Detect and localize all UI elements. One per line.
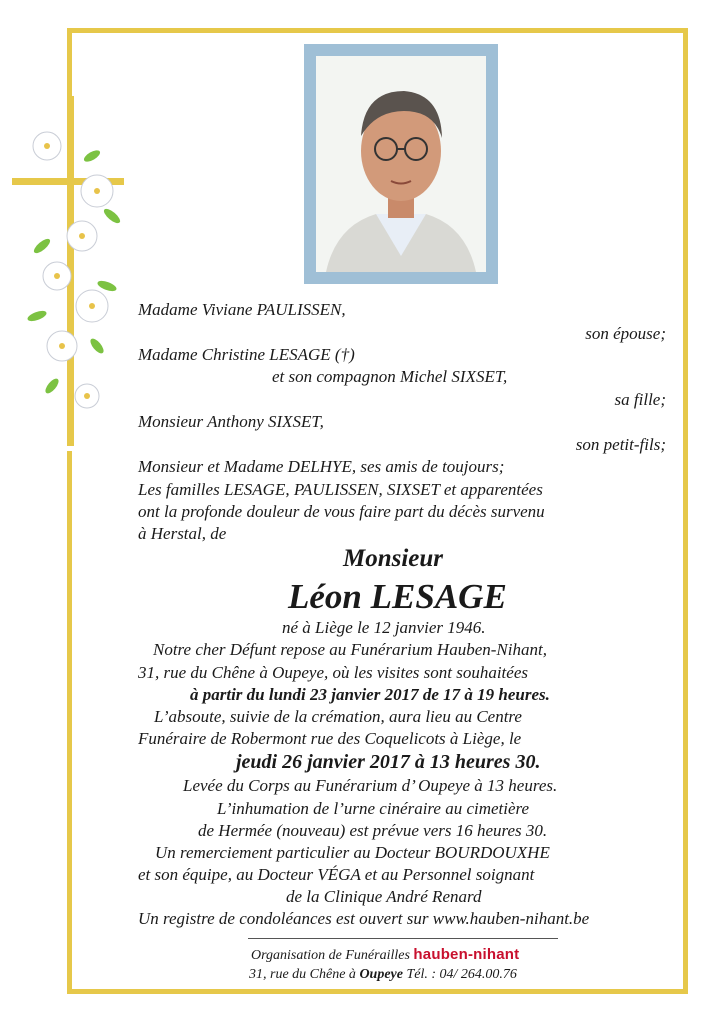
relative-companion-2: et son compagnon Michel SIXSET, xyxy=(272,367,508,386)
footer-divider xyxy=(248,938,558,939)
footer-org-line xyxy=(251,946,519,964)
footer-org-prefix: Organisation de Funérailles xyxy=(251,948,410,963)
footer-address-prefix: 31, rue du Chêne à xyxy=(249,967,356,982)
deceased-name: Léon LESAGE xyxy=(288,577,507,616)
relation-2: sa fille; xyxy=(614,390,666,409)
intro-line-1: Monsieur et Madame DELHYE, ses amis de toujours; xyxy=(138,457,505,476)
relation-1: son épouse; xyxy=(585,324,666,343)
relation-3: son petit-fils; xyxy=(575,435,666,454)
birth-line: né à Liège le 12 janvier 1946. xyxy=(282,618,486,637)
portrait-frame xyxy=(304,44,498,284)
intro-line-3: ont la profonde douleur de vous faire part du décès survenu xyxy=(138,502,545,521)
brand-logo: hauben-nihant xyxy=(413,946,520,963)
detail-line-2: 31, rue du Chêne à Oupeye, où les visites sont souhaitées xyxy=(138,663,528,682)
footer-phone: Tél. : 04/ 264.00.76 xyxy=(406,967,517,982)
relative-name-3: Monsieur Anthony SIXSET, xyxy=(138,412,324,431)
intro-line-4: à Herstal, de xyxy=(138,524,227,543)
detail-line-1: Notre cher Défunt repose au Funérarium Hauben-Nihant, xyxy=(153,640,547,659)
detail-line-6: jeudi 26 janvier 2017 à 13 heures 30. xyxy=(236,751,541,773)
detail-line-5: Funéraire de Robermont rue des Coquelicots à Liège, le xyxy=(138,729,522,748)
detail-line-13: Un registre de condoléances est ouvert sur www.hauben-nihant.be xyxy=(138,909,590,928)
relative-name-1: Madame Viviane PAULISSEN, xyxy=(138,300,346,319)
cross-with-flowers-icon xyxy=(12,96,132,446)
deceased-title: Monsieur xyxy=(343,545,444,572)
detail-line-12: de la Clinique André Renard xyxy=(286,887,482,906)
footer-town: Oupeye xyxy=(359,967,403,982)
portrait-photo xyxy=(316,56,486,272)
relative-name-2: Madame Christine LESAGE (†) xyxy=(138,345,355,364)
detail-line-11: et son équipe, au Docteur VÉGA et au Personnel soignant xyxy=(138,865,535,884)
detail-line-9: de Hermée (nouveau) est prévue vers 16 heures 30. xyxy=(198,821,548,840)
detail-line-8: L’inhumation de l’urne cinéraire au cimetière xyxy=(217,799,530,818)
detail-line-7: Levée du Corps au Funérarium d’ Oupeye à 13 heures. xyxy=(183,776,558,795)
detail-line-4: L’absoute, suivie de la crémation, aura lieu au Centre xyxy=(154,707,522,726)
footer-address-line xyxy=(249,967,517,983)
detail-line-10: Un remerciement particulier au Docteur BOURDOUXHE xyxy=(155,843,550,862)
intro-line-2: Les familles LESAGE, PAULISSEN, SIXSET et apparentées xyxy=(138,480,543,499)
detail-line-3: à partir du lundi 23 janvier 2017 de 17 à 19 heures. xyxy=(190,685,550,704)
